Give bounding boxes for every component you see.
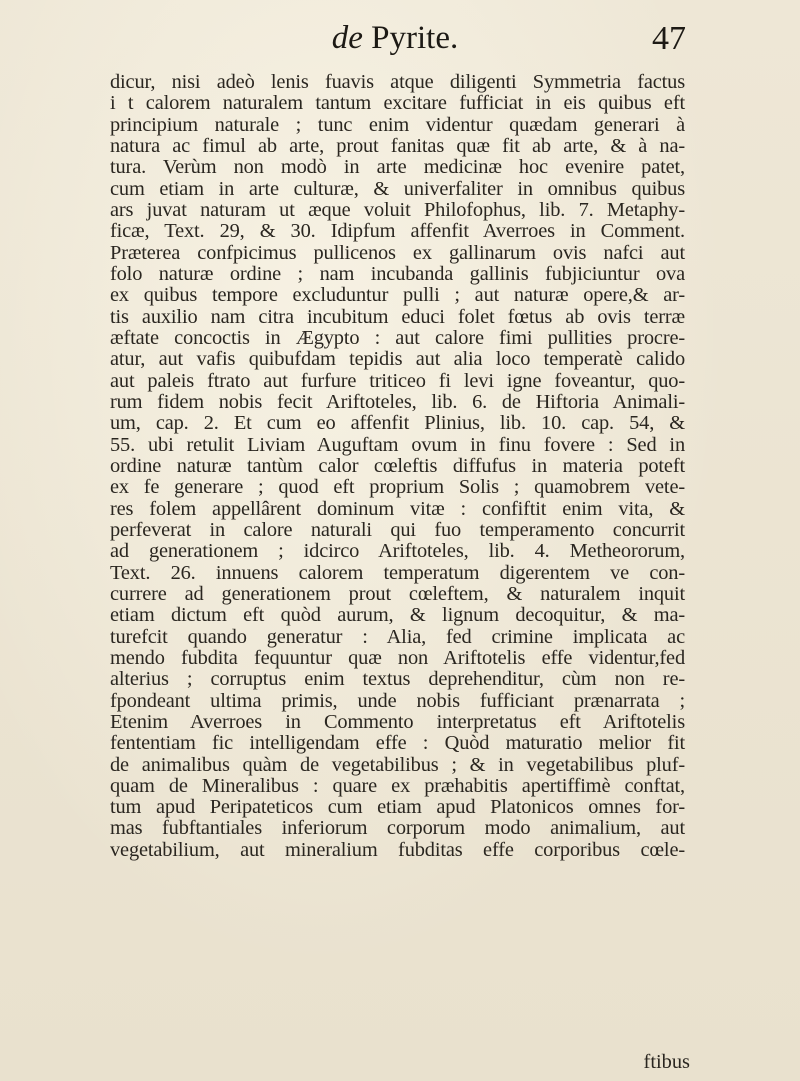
text-line: vegetabilium, aut mineralium fubditas effe corporibus cœle- — [110, 838, 685, 861]
text-line: Etenim Averroes in Commento interpretatus eft Ariftotelis — [110, 710, 685, 733]
text-line: æftate concoctis in Ægypto : aut calore fimi pullities procre- — [110, 326, 685, 349]
text-line: Præterea confpicimus pullicenos ex gallinarum ovis nafci aut — [110, 241, 685, 264]
running-head — [110, 20, 680, 57]
text-line: ex fe generare ; quod eft proprium Solis ; quamobrem vete- — [110, 476, 685, 499]
running-head-title: Pyrite. — [371, 20, 459, 56]
text-line: tum apud Peripateticos cum etiam apud Platonicos omnes for- — [110, 796, 685, 819]
text-line: natura ac fimul ab arte, prout fanitas quæ fit ab arte, & à na- — [110, 134, 685, 157]
text-line: folo naturæ ordine ; nam incubanda gallinis fubjiciuntur ova — [110, 262, 685, 285]
text-line: ex quibus tempore excluduntur pulli ; aut naturæ opere,& ar- — [110, 284, 685, 307]
text-line: tis auxilio nam citra incubitum educi folet fœtus ab ovis terræ — [110, 305, 685, 328]
text-line: ars juvat naturam ut æque voluit Philofophus, lib. 7. Metaphy- — [110, 198, 685, 221]
text-line: turefcit quando generatur : Alia, fed crimine implicata ac — [110, 625, 685, 648]
text-line: dicur, nisi adeò lenis fuavis atque diligenti Symmetria factus — [110, 71, 685, 93]
text-line: um, cap. 2. Et cum eo affenfit Plinius, lib. 10. cap. 54, & — [110, 412, 685, 435]
catchword: ftibus — [643, 1051, 690, 1073]
text-line: fpondeant ultima primis, unde nobis fufficiant prænarrata ; — [110, 689, 685, 712]
text-line: i t calorem naturalem tantum excitare fufficiat in eis quibus eft — [110, 92, 685, 115]
text-line: ficæ, Text. 29, & 30. Idipfum affenfit Averroes in Comment. — [110, 220, 685, 243]
text-line: alterius ; corruptus enim textus deprehenditur, cùm non re- — [110, 668, 685, 691]
text-line: currere ad generationem prout cœleftem, & naturalem inquit — [110, 582, 685, 605]
text-line: perfeverat in calore naturali qui fuo temperamento concurrit — [110, 518, 685, 541]
text-line: fententiam fic intelligendam effe : Quòd maturatio melior fit — [110, 732, 685, 755]
text-line: mendo fubdita fequuntur quæ non Ariftotelis effe videntur,fed — [110, 646, 685, 669]
body-text — [110, 72, 685, 861]
text-line: mas fubftantiales inferiorum corporum modo animalium, aut — [110, 817, 685, 840]
running-head-prefix: de — [331, 20, 363, 56]
text-line: quam de Mineralibus : quare ex præhabitis apertiffimè conftat, — [110, 774, 685, 797]
text-line: ordine naturæ tantùm calor cœleftis diffufus in materia poteft — [110, 454, 685, 477]
text-line: rum fidem nobis fecit Ariftoteles, lib. 6. de Hiftoria Animali- — [110, 390, 685, 413]
text-line: tura. Verùm non modò in arte medicinæ hoc evenire patet, — [110, 156, 685, 179]
text-line: principium naturale ; tunc enim videntur quædam generari à — [110, 113, 685, 136]
text-line: cum etiam in arte culturæ, & univerfaliter in omnibus quibus — [110, 177, 685, 200]
page-header — [110, 20, 686, 66]
text-line: 55. ubi retulit Liviam Auguftam ovum in finu fovere : Sed in — [110, 433, 685, 456]
text-line: atur, aut vafis quibufdam tepidis aut alia loco temperatè calido — [110, 348, 685, 371]
text-line: etiam dictum eft quòd aurum, & lignum decoquitur, & ma- — [110, 604, 685, 627]
text-line: de animalibus quàm de vegetabilibus ; & in vegetabilibus pluf- — [110, 753, 685, 776]
text-line: res folem appellârent dominum vitæ : confiftit enim vita, & — [110, 497, 685, 520]
text-line: Text. 26. innuens calorem temperatum digerentem ve con- — [110, 561, 685, 584]
text-line: aut paleis ftrato aut furfure triticeo fi levi igne foveantur, quo- — [110, 369, 685, 392]
text-line: ad generationem ; idcirco Ariftoteles, lib. 4. Metheororum, — [110, 540, 685, 563]
page-number: 47 — [652, 20, 686, 57]
